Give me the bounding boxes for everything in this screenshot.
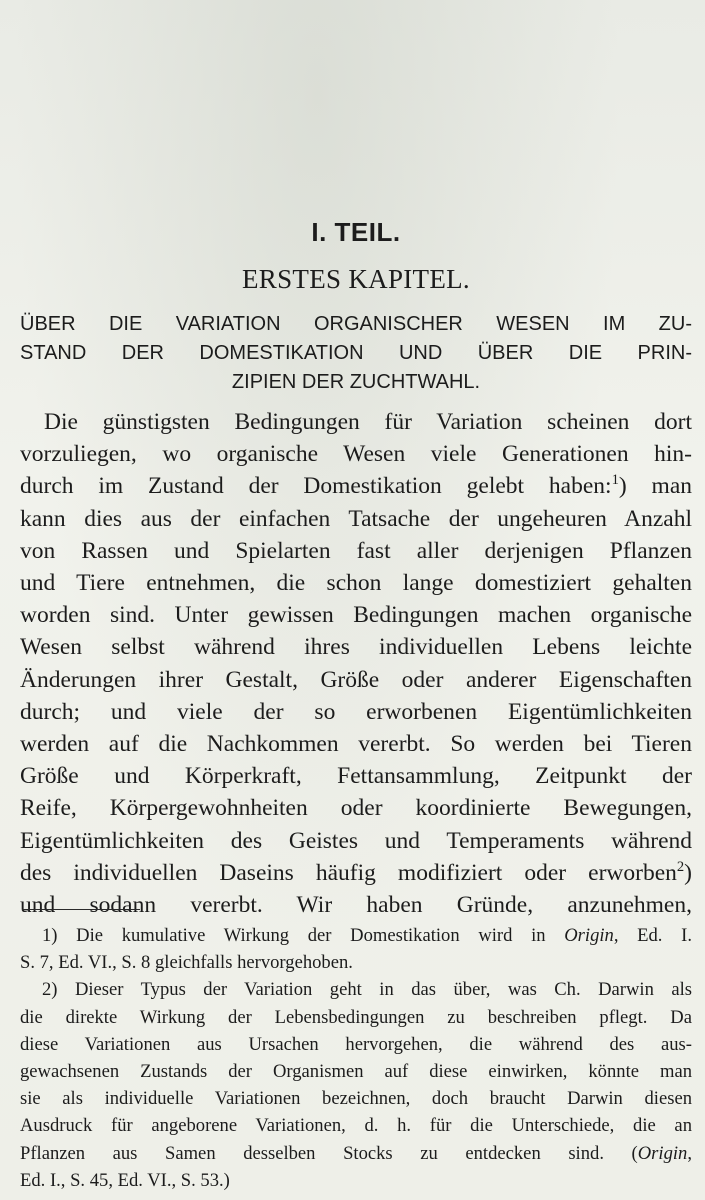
footnote-2-line: die direkte Wirkung der Lebensbedingungen zu beschreiben pflegt. Da bbox=[20, 1006, 692, 1028]
body-line-text: des individuellen Daseins häufig modifiziert oder erworben bbox=[20, 859, 677, 886]
footnote-ref-1: 1 bbox=[611, 472, 619, 489]
footnote-text: , Ed. I. bbox=[613, 925, 692, 946]
body-line-text: ) man bbox=[618, 473, 692, 500]
body-line: werden auf die Nachkommen vererbt. So werden bei Tieren bbox=[20, 731, 692, 758]
body-line bbox=[20, 470, 692, 502]
body-line: und Tiere entnehmen, die schon lange domestiziert gehalten bbox=[20, 570, 692, 597]
subtitle-line: ZIPIEN DER ZUCHTWAHL. bbox=[231, 371, 481, 393]
footnote-2-line: Ausdruck für angeborene Variationen, d. h. für die Unterschiede, die an bbox=[20, 1115, 692, 1137]
body-line: durch; und viele der so erworbenen Eigentümlichkeiten bbox=[20, 698, 692, 725]
footnote-2-line: sie als individuelle Variationen bezeichnen, doch braucht Darwin diesen bbox=[20, 1088, 692, 1110]
body-line: worden sind. Unter gewissen Bedingungen machen organische bbox=[20, 602, 692, 629]
footnote-2-line: diese Variationen aus Ursachen hervorgehen, die während des aus- bbox=[20, 1033, 692, 1055]
footnote-ref-2: 2 bbox=[676, 859, 685, 876]
footnote-title-origin: Origin bbox=[564, 925, 614, 946]
body-line: und sodann vererbt. Wir haben Gründe, anzunehmen, bbox=[20, 892, 692, 919]
book-page bbox=[20, 0, 692, 1200]
footnote-title-origin: Origin bbox=[637, 1142, 688, 1164]
body-line: Reife, Körpergewohnheiten oder koordinierte Bewegungen, bbox=[20, 795, 692, 822]
body-line-text: durch im Zustand der Domestikation gelebt haben: bbox=[20, 473, 612, 500]
subtitle-line: STAND DER DOMESTIKATION UND ÜBER DIE PRIN- bbox=[20, 342, 692, 364]
body-line: Eigentümlichkeiten des Geistes und Temperaments während bbox=[20, 827, 692, 854]
footnote-2-line: 2) Dieser Typus der Variation geht in das über, was Ch. Darwin als bbox=[42, 979, 692, 1001]
body-line bbox=[20, 857, 692, 889]
footnote-1-line bbox=[20, 922, 692, 949]
footnote-2-line: Ed. I., S. 45, Ed. VI., S. 53.) bbox=[20, 1169, 230, 1191]
footnote-2-line bbox=[20, 1140, 692, 1167]
footnote-text: Pflanzen aus Samen desselben Stocks zu entdecken sind. ( bbox=[20, 1142, 638, 1164]
footnote-divider bbox=[22, 909, 140, 910]
chapter-title: ERSTES KAPITEL. bbox=[241, 264, 470, 294]
body-line: Größe und Körperkraft, Fettansammlung, Zeitpunkt der bbox=[20, 763, 692, 790]
subtitle-line: ÜBER DIE VARIATION ORGANISCHER WESEN IM ZU- bbox=[20, 313, 692, 335]
body-line: Änderungen ihrer Gestalt, Größe oder anderer Eigenschaften bbox=[20, 666, 692, 693]
body-line-text: ) bbox=[684, 859, 692, 886]
footnote-1-line: S. 7, Ed. VI., S. 8 gleichfalls hervorgehoben. bbox=[20, 952, 353, 974]
body-line: Die günstigsten Bedingungen für Variation scheinen dort bbox=[44, 409, 692, 435]
body-paragraph bbox=[20, 406, 692, 921]
body-line: von Rassen und Spielarten fast aller derjenigen Pflanzen bbox=[20, 537, 692, 564]
chapter-subtitle bbox=[20, 310, 692, 397]
body-line: kann dies aus der einfachen Tatsache der ungeheuren Anzahl bbox=[20, 505, 692, 532]
footnotes bbox=[20, 922, 692, 1194]
part-title: I. TEIL. bbox=[311, 217, 401, 247]
footnote-2-line: gewachsenen Zustands der Organismen auf diese einwirken, könnte man bbox=[20, 1061, 692, 1083]
body-line: vorzuliegen, wo organische Wesen viele Generationen hin- bbox=[20, 441, 692, 468]
footnote-text: 1) Die kumulative Wirkung der Domestikation wird in bbox=[42, 925, 546, 946]
body-line: Wesen selbst während ihres individuellen Lebens leichte bbox=[20, 634, 692, 661]
footnote-text: , bbox=[687, 1142, 692, 1164]
